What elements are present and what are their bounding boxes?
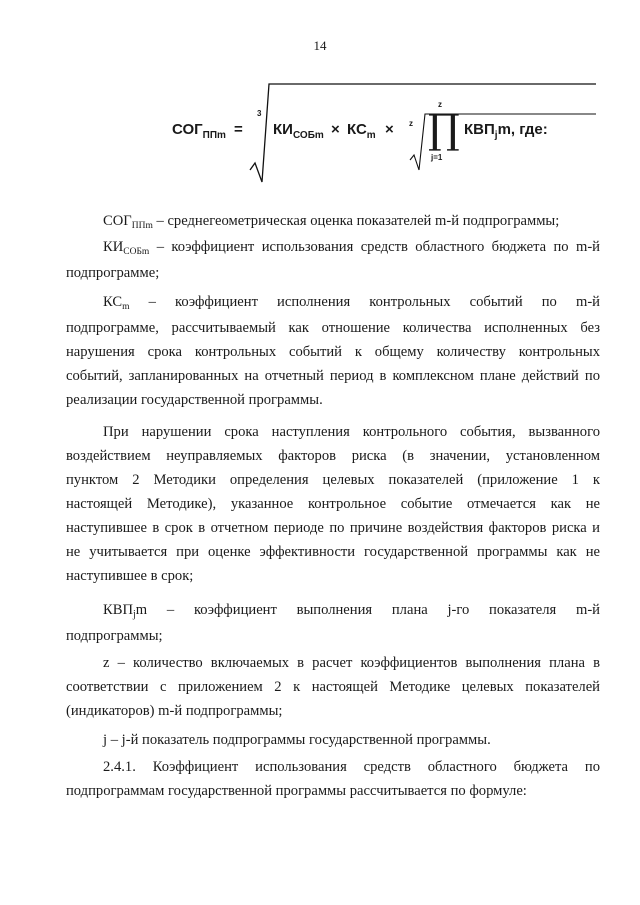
definition-j: j – j-й показатель подпрограммы государственной программы. — [103, 732, 491, 748]
formula-sog — [0, 0, 640, 200]
kvp-symbol: $КВП_jm$, где: — [464, 121, 548, 141]
sog-symbol: $СОГ_{ППm}$ — [172, 121, 226, 141]
product-sign: ∏ — [428, 107, 460, 153]
definition-kvp: $КВП_jm$ – коэффициент выполнения плана j-го показателя m-й подпрограммы; — [66, 602, 600, 644]
times-sign-1: × — [331, 121, 340, 138]
definition-ki: $КИ_{СОБm}$ – коэффициент использования средств областного бюджета по m-й подпрограмме; — [66, 239, 600, 281]
outer-root-index: 3 — [257, 109, 262, 118]
equals-sign: = — [234, 121, 243, 138]
section-2-4-1: 2.4.1. Коэффициент использования средств областного бюджета по подпрограммам государственной программы рассчитывается по формуле: — [66, 759, 600, 799]
radical-signs — [0, 0, 640, 200]
definition-z: z – количество включаемых в расчет коэффициентов выполнения плана в соответствии с приложением 2 к настоящей Методике целевых показателей (индикаторов) m-й подпрограммы; — [66, 655, 600, 719]
risk-paragraph: При нарушении срока наступления контрольного события, вызванного воздействием неуправляемых факторов риска (в значении, установленном пунктом 2 Методики определения целевых показателей (приложение 1 к настоящей Методике), указанное контрольное событие отмечается как не наступившее в срок в отчетном периоде по причине воздействия факторов риска и не учитывается при оценке эффективности государственной программы как не наступившее в срок; — [66, 424, 600, 584]
product-upper-limit: z — [438, 100, 442, 109]
times-sign-2: × — [385, 121, 394, 138]
definition-ks: $КС_m$ – коэффициент исполнения контрольных событий по m-й подпрограмме, рассчитываемый как отношение количества исполненных без нарушения срока контрольных событий к общему количеству контрольных событий, запланированных на отчетный период в комплексном плане действий по реализации государственной программы. — [66, 294, 600, 408]
product-lower-limit: j=1 — [431, 153, 443, 162]
ki-symbol: $КИ_{СОБm}$ — [273, 121, 324, 141]
ks-symbol: $КС_m$ — [347, 121, 376, 141]
page-number: 14 — [313, 38, 327, 53]
inner-root-index: z — [409, 119, 413, 128]
definition-sog: $СОГ_{ППm}$ – среднегеометрическая оценка показателей m-й подпрограммы; — [103, 213, 560, 231]
